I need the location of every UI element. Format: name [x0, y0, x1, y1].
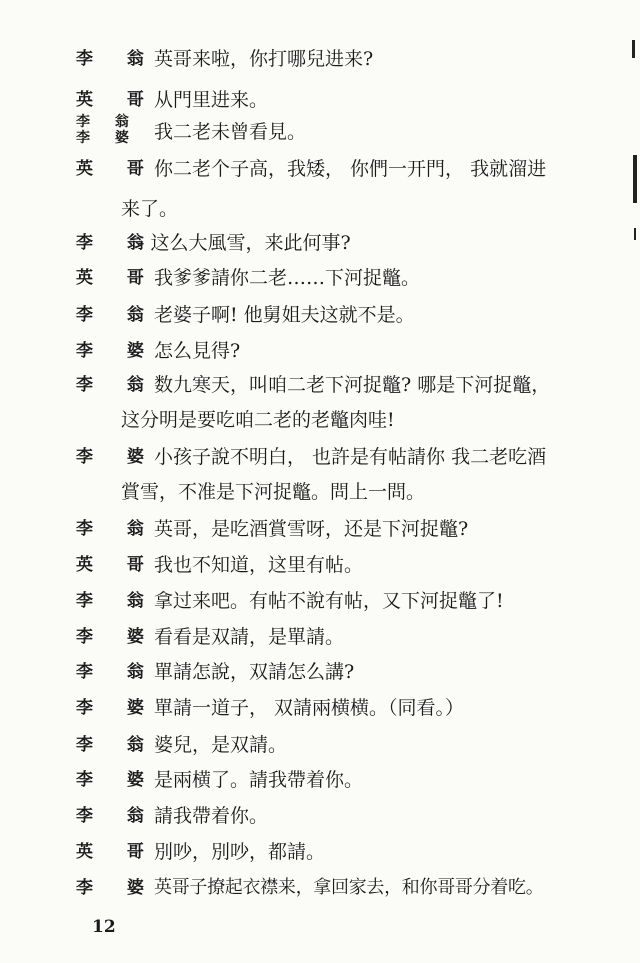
- speech-text: 小孩子說不明白， 也許是有帖請你 我二老吃酒: [154, 446, 547, 468]
- speaker-name: 英 哥: [76, 842, 158, 862]
- speech-text: 單請一道子， 双請兩横横。（同看。）: [154, 697, 465, 719]
- speaker-name: 李 婆: [76, 627, 158, 647]
- speech-text: 你二老个子高，我矮， 你們一开門， 我就溜进: [154, 158, 547, 180]
- speaker-name: 英 哥: [76, 555, 158, 575]
- speech-text: 是兩横了。請我帶着你。: [154, 769, 364, 791]
- speaker-name: 李 翁: [76, 305, 158, 325]
- speech-text: 我也不知道，这里有帖。: [154, 554, 364, 576]
- scan-artifact: [633, 155, 637, 203]
- speaker-name: 李 翁: [76, 662, 158, 682]
- speaker-name: 李 翁: [76, 519, 158, 539]
- speaker-name: 李 婆: [76, 878, 158, 898]
- speech-text: 英哥，是吃酒賞雪呀，还是下河捉鼈?: [154, 518, 469, 540]
- speaker-name: 李 翁: [76, 735, 158, 755]
- speech-text: 英哥来啦，你打哪兒进来?: [154, 48, 374, 70]
- speech-continuation: 賞雪，不准是下河捉鼈。問上一問。: [121, 481, 426, 503]
- speech-text: 数九寒天，叫咱二老下河捉鼈? 哪是下河捉鼈，: [154, 374, 551, 396]
- speech-text: 看看是双請，是單請。: [154, 626, 345, 648]
- speaker-name: 李 婆: [76, 447, 158, 467]
- speech-continuation: 这分明是要吃咱二老的老鼈肉哇!: [121, 409, 395, 431]
- speaker-name: 李 翁: [76, 806, 158, 826]
- speaker-name: 李 婆: [76, 130, 139, 146]
- speaker-name: 李 翁: [76, 49, 158, 69]
- speech-text: 單請怎說，双請怎么講?: [154, 661, 355, 683]
- speaker-name: 李 翁: [76, 114, 139, 130]
- speech-text: 別吵，別吵，都請。: [154, 841, 326, 863]
- speaker-name: 李 翁: [76, 375, 158, 395]
- speaker-name: 英 哥: [76, 90, 158, 110]
- speaker-name: 李 婆: [76, 698, 158, 718]
- speech-text: 婆兒，是双請。: [154, 734, 288, 756]
- speech-continuation: 来了。: [121, 198, 179, 220]
- speech-text: 我二老未曾看見。: [154, 121, 307, 143]
- speech-text: 从門里进来。: [154, 89, 269, 111]
- speech-text: - 这么大風雪，来此何事?: [138, 232, 351, 254]
- speech-text: 拿过来吧。有帖不說有帖，又下河捉鼈了!: [154, 590, 504, 612]
- speech-text: 英哥子撩起衣襟来，拿回家去，和你哥哥分着吃。: [154, 877, 544, 898]
- speech-text: 老婆子啊! 他舅姐夫这就不是。: [154, 304, 415, 326]
- speaker-name: 英 哥: [76, 268, 158, 288]
- speaker-name: 李 婆: [76, 341, 158, 361]
- speaker-name: 李 翁: [76, 233, 158, 253]
- speech-text: 怎么見得?: [154, 340, 241, 362]
- speaker-name-pair: [76, 114, 138, 146]
- speaker-name: 英 哥: [76, 159, 158, 179]
- speaker-name: 李 翁: [76, 591, 158, 611]
- scan-artifact: [634, 228, 636, 240]
- speech-text: 我爹爹請你二老……下河捉鼈。: [154, 267, 421, 289]
- speaker-name: 李 婆: [76, 770, 158, 790]
- speech-text: 請我帶着你。: [154, 805, 269, 827]
- scan-artifact: [632, 40, 635, 58]
- page-number: 12: [92, 917, 116, 937]
